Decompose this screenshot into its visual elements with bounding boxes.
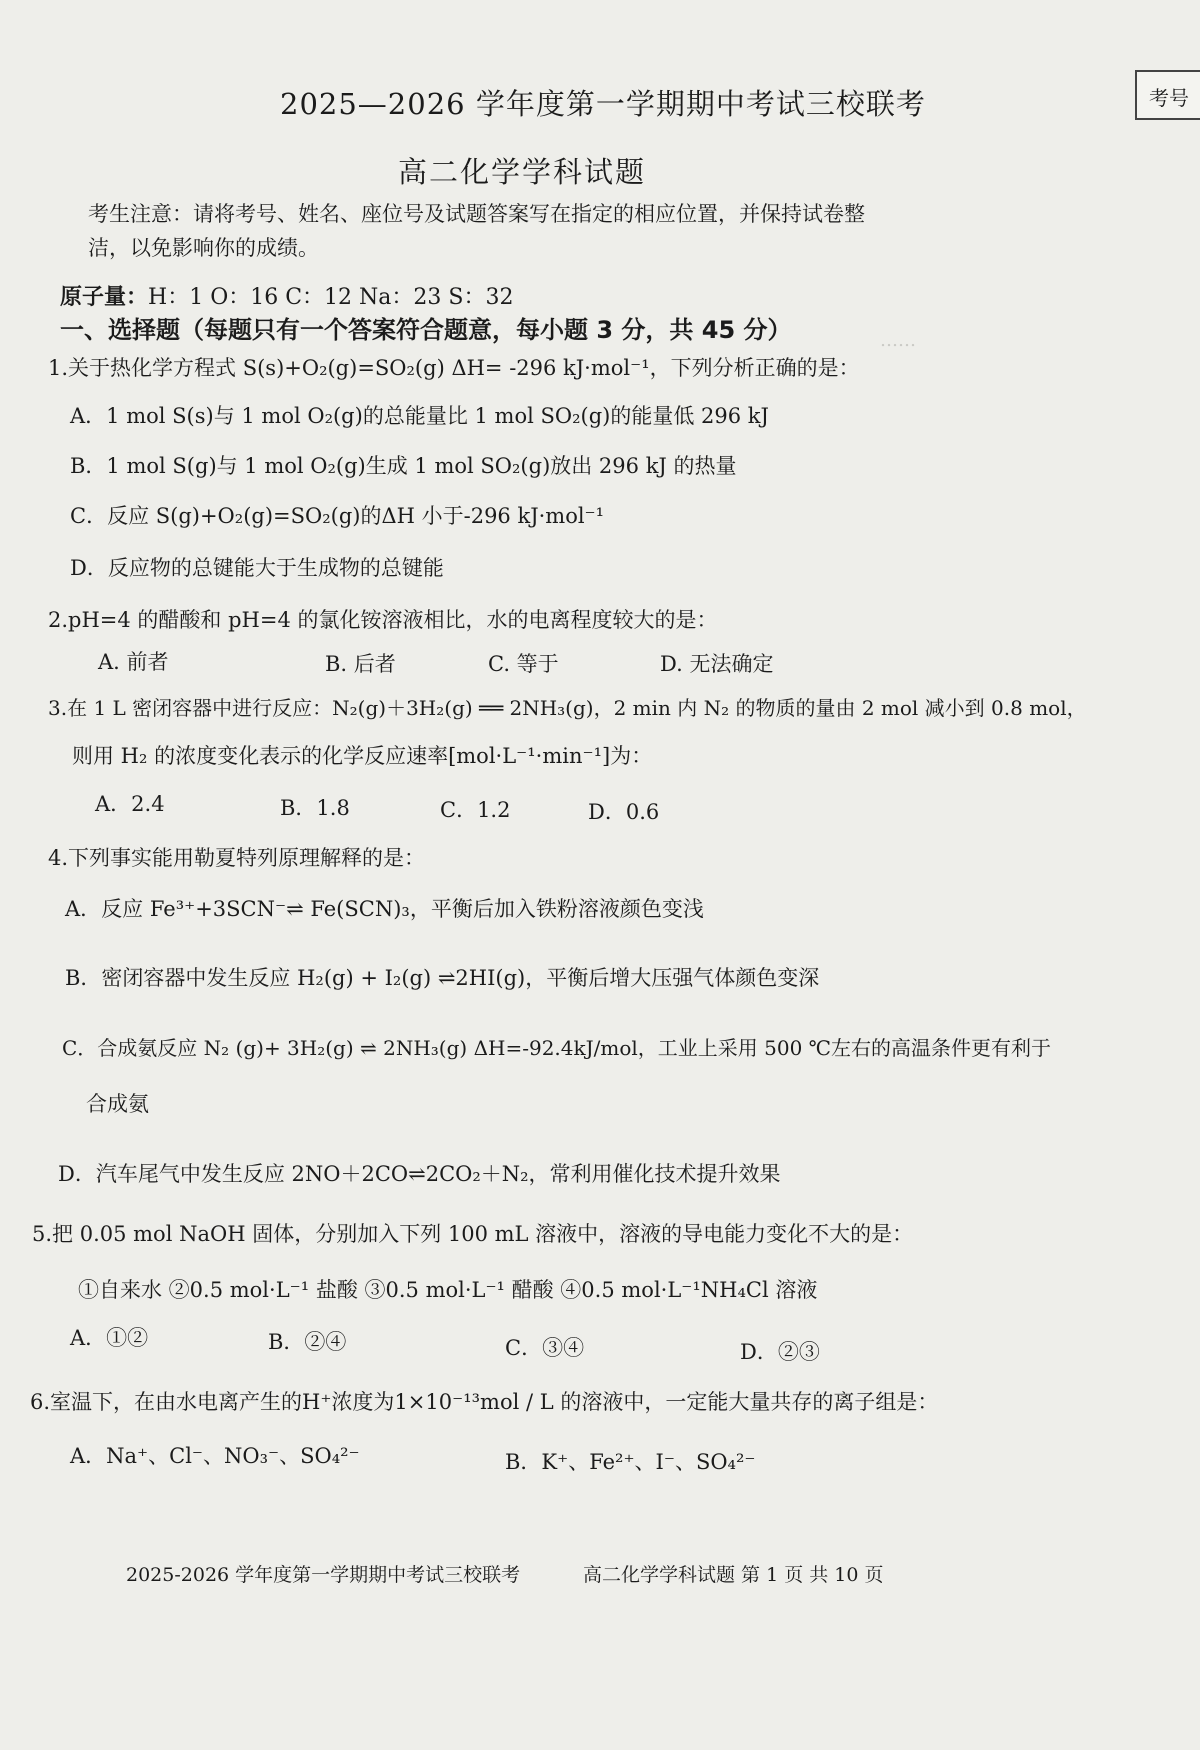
atomic-mass-values: H：1 O：16 C：12 Na：23 S：32 [148, 285, 514, 310]
question-3-option-a: A．2.4 [95, 792, 165, 816]
question-5-option-b: B．②④ [268, 1330, 347, 1354]
question-4-stem: 4.下列事实能用勒夏特列原理解释的是： [48, 846, 426, 870]
exam-number-stamp [1135, 70, 1200, 120]
bleed-through-text: …… [880, 330, 916, 351]
question-4-option-c: C．合成氨反应 N₂ (g)+ 3H₂(g) ⇌ 2NH₃(g) ΔH=-92.4kJ/mol，工业上采用 500 ℃左右的高温条件更有利于 [62, 1036, 1052, 1060]
question-2-option-c: C. 等于 [488, 652, 559, 676]
question-1-option-b: B．1 mol S(g)与 1 mol O₂(g)生成 1 mol SO₂(g)放出 296 kJ 的热量 [70, 454, 737, 478]
question-3-option-c: C．1.2 [440, 798, 511, 822]
question-5-stem: 5.把 0.05 mol NaOH 固体，分别加入下列 100 mL 溶液中，溶液的导电能力变化不大的是： [32, 1222, 914, 1246]
question-3-option-d: D．0.6 [588, 800, 660, 824]
section-heading: 一、选择题（每题只有一个答案符合题意，每小题 3 分，共 45 分） [60, 316, 792, 344]
question-4-option-c-cont: 合成氨 [86, 1092, 149, 1116]
footer-page-info: 高二化学学科试题 第 1 页 共 10 页 [583, 1564, 884, 1586]
question-1-option-a: A．1 mol S(s)与 1 mol O₂(g)的总能量比 1 mol SO₂(g)的能量低 296 kJ [70, 404, 769, 428]
question-5-option-a: A．①② [70, 1326, 149, 1350]
stamp-label: 考号 [1149, 86, 1189, 110]
question-5-option-d: D．②③ [740, 1340, 820, 1364]
question-4-option-b: B．密闭容器中发生反应 H₂(g) + I₂(g) ⇌2HI(g)，平衡后增大压强气体颜色变深 [65, 966, 820, 990]
notice-line-2: 洁，以免影响你的成绩。 [88, 236, 319, 260]
question-1-option-d: D．反应物的总键能大于生成物的总键能 [70, 556, 444, 580]
notice-line-1: 考生注意：请将考号、姓名、座位号及试题答案写在指定的相应位置，并保持试卷整 [88, 202, 865, 226]
question-6-stem: 6.室温下，在由水电离产生的H⁺浓度为1×10⁻¹³mol / L 的溶液中，一定能大量共存的离子组是： [30, 1390, 939, 1414]
question-4-option-d: D．汽车尾气中发生反应 2NO＋2CO⇌2CO₂＋N₂，常利用催化技术提升效果 [58, 1162, 781, 1186]
question-6-option-b: B．K⁺、Fe²⁺、I⁻、SO₄²⁻ [505, 1450, 756, 1474]
footer-exam-name: 2025-2026 学年度第一学期期中考试三校联考 [126, 1564, 521, 1586]
question-6-option-a: A．Na⁺、Cl⁻、NO₃⁻、SO₄²⁻ [70, 1444, 360, 1468]
question-5-option-c: C．③④ [505, 1336, 585, 1360]
question-2-option-a: A. 前者 [98, 650, 169, 674]
question-2-option-d: D. 无法确定 [660, 652, 774, 676]
question-3-stem-cont: 则用 H₂ 的浓度变化表示的化学反应速率[mol·L⁻¹·min⁻¹]为： [72, 744, 653, 768]
question-5-items: ①自来水 ②0.5 mol·L⁻¹ 盐酸 ③0.5 mol·L⁻¹ 醋酸 ④0.5 mol·L⁻¹NH₄Cl 溶液 [78, 1278, 818, 1302]
question-2-stem: 2.pH=4 的醋酸和 pH=4 的氯化铵溶液相比，水的电离程度较大的是： [48, 608, 718, 632]
question-1-stem: 1.关于热化学方程式 S(s)+O₂(g)=SO₂(g) ΔH= -296 kJ·mol⁻¹，下列分析正确的是： [48, 356, 860, 380]
question-4-option-a: A．反应 Fe³⁺+3SCN⁻⇌ Fe(SCN)₃，平衡后加入铁粉溶液颜色变浅 [65, 897, 704, 921]
exam-title: 2025—2026 学年度第一学期期中考试三校联考 [280, 87, 926, 121]
question-1-option-c: C．反应 S(g)+O₂(g)=SO₂(g)的ΔH 小于-296 kJ·mol⁻¹ [70, 504, 605, 528]
question-3-stem: 3.在 1 L 密闭容器中进行反应：N₂(g)＋3H₂(g) ══ 2NH₃(g)，2 min 内 N₂ 的物质的量由 2 mol 减小到 0.8 mol， [48, 696, 1087, 720]
atomic-mass-line [60, 280, 513, 311]
question-2-option-b: B. 后者 [325, 652, 396, 676]
question-3-option-b: B．1.8 [280, 796, 350, 820]
atomic-mass-label: 原子量： [60, 285, 149, 310]
subject-title: 高二化学学科试题 [398, 155, 647, 189]
